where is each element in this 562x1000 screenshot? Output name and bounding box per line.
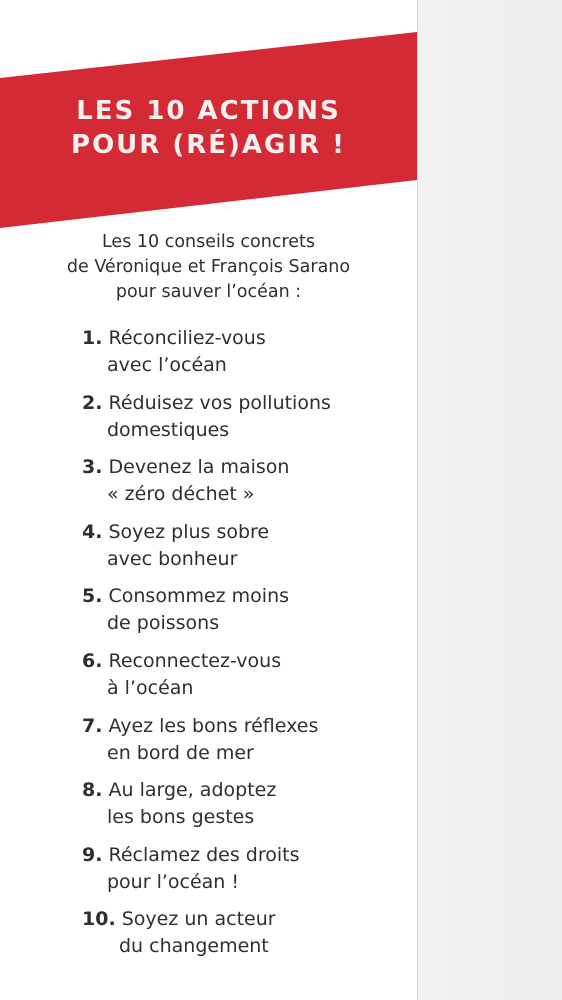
intro-line-1: Les 10 conseils concrets bbox=[101, 232, 316, 252]
action-text: Devenez la maison bbox=[108, 456, 290, 479]
action-number: 6. bbox=[82, 649, 103, 672]
banner-title-line-1: LES 10 ACTIONS bbox=[76, 96, 341, 126]
list-item bbox=[82, 454, 412, 519]
intro-line-3: pour sauver l’océan : bbox=[115, 282, 302, 302]
actions-list bbox=[82, 325, 412, 971]
action-text-continued: pour l’océan ! bbox=[107, 870, 239, 893]
action-text-continued: de poissons bbox=[107, 612, 220, 635]
banner-title bbox=[0, 94, 417, 162]
action-text-continued: avec l’océan bbox=[107, 354, 227, 376]
intro-text bbox=[0, 230, 417, 305]
list-item bbox=[82, 648, 412, 713]
action-text-continued: domestiques bbox=[107, 418, 230, 441]
action-text: Soyez plus sobre bbox=[108, 520, 270, 543]
action-text-continued: du changement bbox=[119, 935, 269, 958]
action-text: Soyez un acteur bbox=[121, 908, 276, 931]
list-item bbox=[82, 583, 412, 648]
intro-line-2: de Véronique et François Sarano bbox=[66, 257, 351, 277]
action-number: 5. bbox=[82, 585, 103, 608]
action-text: Reconnectez-vous bbox=[108, 649, 282, 672]
action-text: Réclamez des droits bbox=[108, 843, 300, 866]
action-number: 1. bbox=[82, 327, 103, 349]
action-text: Consommez moins bbox=[108, 585, 290, 608]
list-item bbox=[82, 325, 412, 390]
page-margin bbox=[418, 0, 562, 1000]
banner-title-line-2: POUR (RÉ)AGIR ! bbox=[71, 130, 346, 160]
action-text-continued: en bord de mer bbox=[107, 741, 254, 764]
action-text-continued: « zéro déchet » bbox=[107, 483, 255, 506]
list-item bbox=[82, 842, 412, 907]
action-text: Réconciliez-vous bbox=[108, 327, 266, 349]
action-number: 8. bbox=[82, 779, 103, 802]
action-text-continued: les bons gestes bbox=[107, 806, 255, 829]
action-text-continued: avec bonheur bbox=[107, 547, 238, 570]
action-number: 9. bbox=[82, 843, 103, 866]
action-number: 3. bbox=[82, 456, 103, 479]
action-text: Réduisez vos pollutions bbox=[108, 391, 331, 414]
list-item bbox=[82, 713, 412, 778]
list-item bbox=[82, 777, 412, 842]
action-number: 4. bbox=[82, 520, 103, 543]
list-item bbox=[82, 519, 412, 584]
action-text: Ayez les bons réflexes bbox=[108, 714, 319, 737]
list-item bbox=[82, 906, 412, 971]
list-item bbox=[82, 390, 412, 455]
action-number: 10. bbox=[82, 908, 116, 931]
action-text-continued: à l’océan bbox=[107, 676, 194, 699]
action-number: 7. bbox=[82, 714, 103, 737]
action-text: Au large, adoptez bbox=[108, 779, 277, 802]
action-number: 2. bbox=[82, 391, 103, 414]
